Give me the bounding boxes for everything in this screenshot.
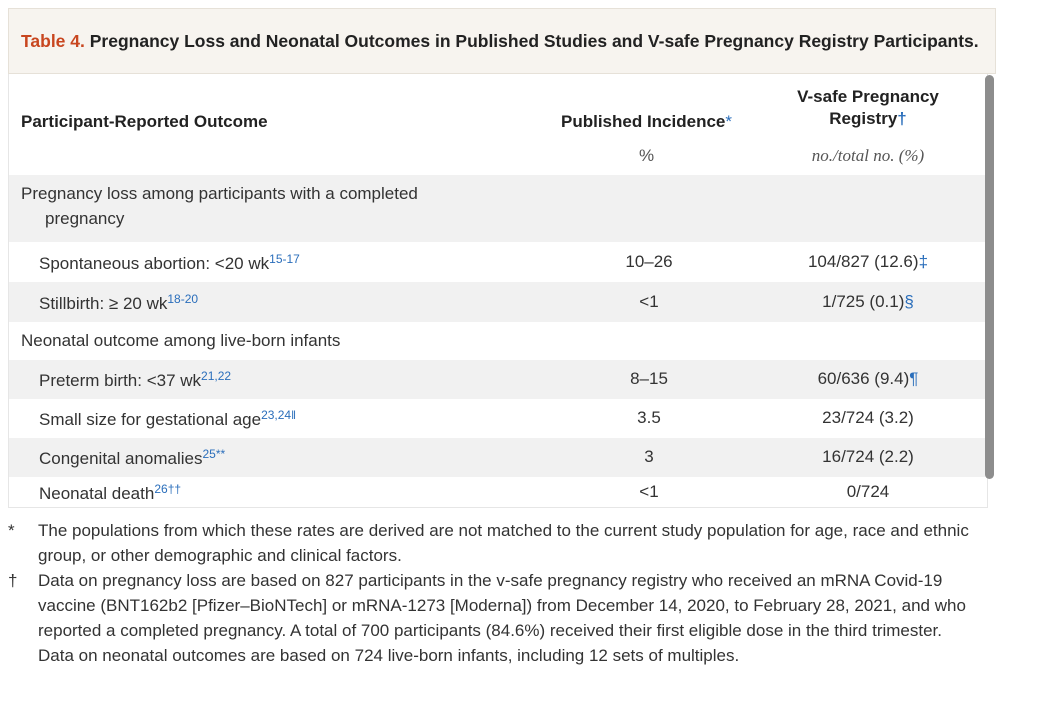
- section-title: Neonatal outcome among live-born infants: [21, 331, 341, 350]
- reference-link[interactable]: 26††: [154, 482, 182, 496]
- table-row: [9, 399, 987, 438]
- header-published-incidence: [561, 112, 732, 132]
- header-outcome: Participant-Reported Outcome: [21, 112, 268, 131]
- reference-link[interactable]: 21,22: [201, 369, 232, 383]
- row-label: Preterm birth: <37 wk$^{21,22}$: [39, 369, 232, 390]
- table-row: [9, 438, 987, 477]
- footnotes: [8, 518, 978, 668]
- unit-count: no./total no. (%): [811, 146, 925, 165]
- footnote-link-asterisk[interactable]: *: [725, 112, 732, 131]
- table-number-label: Table 4.: [21, 31, 85, 51]
- footnote-mark: †: [8, 571, 18, 590]
- footnote-link-double-dagger[interactable]: ‡: [918, 252, 929, 271]
- header-vsafe-registry: [789, 86, 947, 130]
- published-value: 10–26: [625, 252, 673, 271]
- footnote-link-dagger[interactable]: †: [897, 109, 907, 128]
- table-row: [9, 242, 987, 282]
- registry-value: 16/724 (2.2): [822, 447, 914, 466]
- table-title-bar: [8, 8, 996, 74]
- published-value: <1: [639, 292, 659, 311]
- published-value: 3.5: [637, 408, 661, 427]
- footnote-link-pilcrow[interactable]: ¶: [909, 369, 919, 388]
- reference-link[interactable]: 18-20: [167, 292, 199, 306]
- section-title-line1: Pregnancy loss among participants with a completed: [21, 184, 418, 203]
- table-card: [8, 8, 996, 508]
- registry-value: 60/636 (9.4)¶: [817, 369, 919, 388]
- row-label: Stillbirth: ≥ 20 wk$^{18-20}$: [39, 292, 199, 313]
- table-title-text: Pregnancy Loss and Neonatal Outcomes in Published Studies and V-safe Pregnancy Registry Participants.: [89, 31, 979, 51]
- footnote-text: The populations from which these rates are derived are not matched to the current study population for age, race and ethnic group, or other demographic and clinical factors.: [38, 521, 969, 565]
- registry-value: 1/725 (0.1)§: [822, 292, 914, 311]
- table-row: [9, 282, 987, 322]
- section-header-pregnancy-loss: [9, 175, 987, 242]
- registry-value: 0/724: [846, 482, 890, 501]
- reference-link[interactable]: 23,24‖: [261, 408, 297, 422]
- header-vsafe-line2: Registry: [829, 109, 898, 128]
- outcomes-table: [8, 74, 988, 508]
- published-value: 8–15: [630, 369, 668, 388]
- row-label: Neonatal death$^{26\dagger\dagger}$: [39, 482, 182, 503]
- header-vsafe-line1: V-safe Pregnancy: [797, 87, 939, 106]
- reference-link[interactable]: 15-17: [269, 252, 300, 266]
- unit-percent: %: [639, 146, 655, 165]
- registry-value: 104/827 (12.6)‡: [807, 252, 929, 271]
- section-title-line2: pregnancy: [45, 209, 125, 228]
- published-value: 3: [644, 447, 654, 466]
- footnote-link-section[interactable]: §: [904, 292, 914, 311]
- row-label: Spontaneous abortion: <20 wk$^{15-17}$: [39, 252, 300, 273]
- published-value: <1: [639, 482, 659, 501]
- table-row: [9, 360, 987, 399]
- row-label: Small size for gestational age$^{23,24‖}$: [39, 408, 297, 429]
- registry-value: 23/724 (3.2): [822, 408, 914, 427]
- table-row: [9, 477, 987, 507]
- footnote-text: Data on pregnancy loss are based on 827 participants in the v-safe pregnancy registry who received an mRNA Covid-19 vaccine (BNT162b2 [Pfizer–BioNTech] or mRNA-1273 [Moderna]) from December 14, 2020, to February 28, 2021, and who reported a completed pregnancy. A total of 700 participants (84.6%) received their first eligible dose in the third trimester. Data on neonatal outcomes are based on 724 live-born infants, including 12 sets of multiples.: [38, 571, 966, 665]
- footnote-mark: *: [8, 521, 15, 540]
- table-title: [21, 31, 979, 52]
- row-label: Congenital anomalies$^{25**}$: [39, 447, 226, 468]
- footnote-dagger: [8, 568, 978, 668]
- header-published-label: Published Incidence: [561, 112, 726, 131]
- section-header-neonatal-outcome: [9, 322, 987, 360]
- vertical-scrollbar[interactable]: [985, 75, 994, 479]
- reference-link[interactable]: 25**: [202, 447, 226, 461]
- footnote-asterisk: [8, 518, 978, 568]
